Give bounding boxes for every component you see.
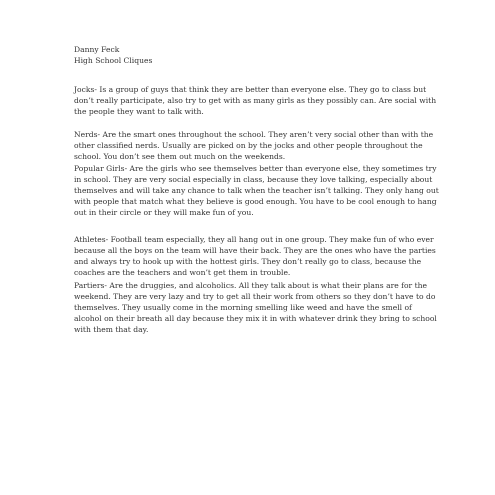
document-title: High School Cliques bbox=[74, 56, 153, 65]
paragraph-popular-girls: Popular Girls- Are the girls who see themselves better than everyone else, they sometimes try in school. They are very social especially in class, because they love talking, especially about themselves and will take any chance to talk when the teacher isn’t talking. They only hang out with people that match what they believe is good enough. You have to be cool enough to hang out in their circle or they will make fun of you. bbox=[74, 164, 439, 217]
author-name: Danny Feck bbox=[74, 45, 120, 54]
paragraph-partiers: Partiers- Are the druggies, and alcoholics. All they talk about is what their plans are for the weekend. They are very lazy and try to get all their work from others so they don’t have to do themselves. They usually come in the morning smelling like weed and have the smell of alcohol on their breath all day because they mix it in with whatever drink they bring to school with them that day. bbox=[74, 281, 437, 334]
paragraph-jocks: Jocks- Is a group of guys that think they are better than everyone else. They go to class but don’t really participate, also try to get with as many girls as they possibly can. Are social with the people they want to talk with. bbox=[74, 85, 437, 116]
paragraph-nerds: Nerds- Are the smart ones throughout the school. They aren’t very social other than with the other classified nerds. Usually are picked on by the jocks and other people throughout the school. You don’t see them out much on the weekends. bbox=[74, 130, 434, 161]
paragraph-athletes: Athletes- Football team especially, they all hang out in one group. They make fun of who ever because all the boys on the team will have their back. They are the ones who have the parties and always try to hook up with the hottest girls. They don’t really go to class, because the coaches are the teachers and won’t get them in trouble. bbox=[74, 235, 436, 277]
